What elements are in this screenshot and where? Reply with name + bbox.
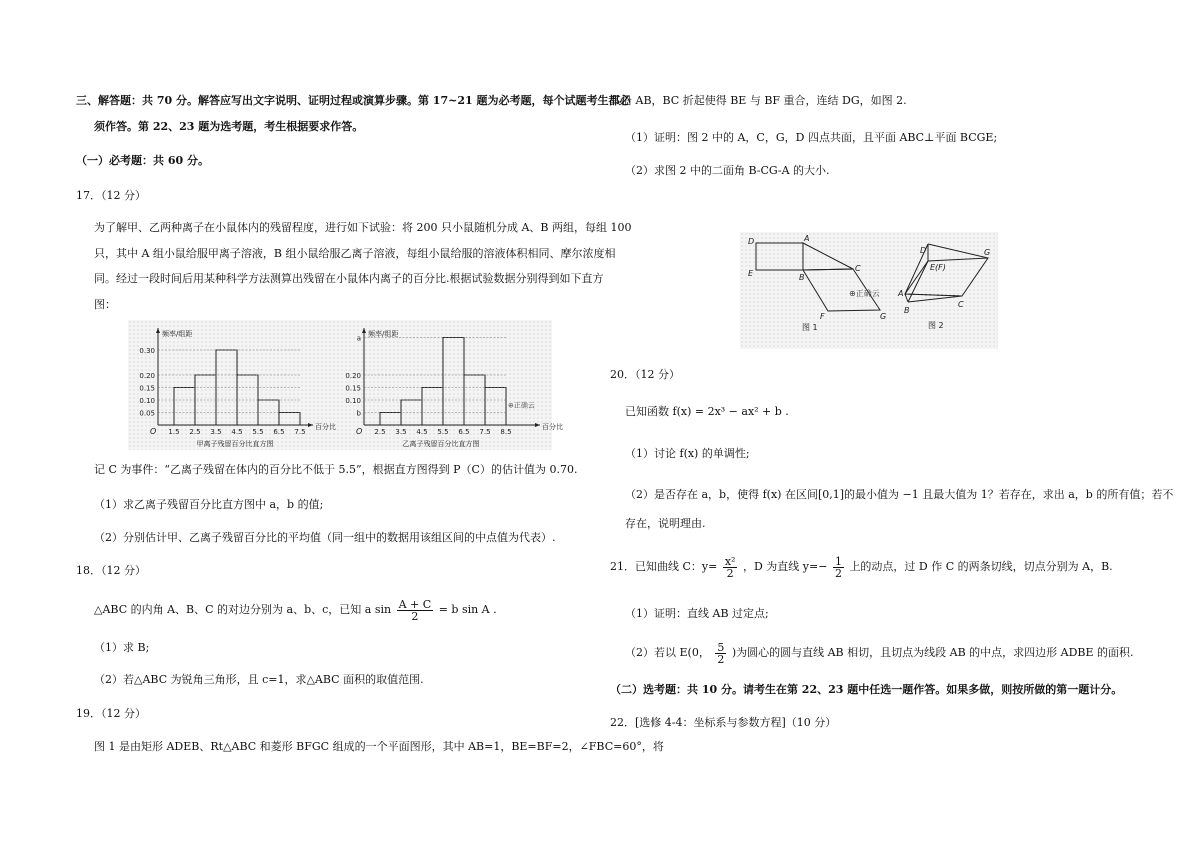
yi-x-tick-label: 2.5 — [374, 428, 386, 436]
jia-y-tick-label: 0.30 — [139, 347, 155, 355]
f2-edge-BA — [905, 294, 908, 302]
f1-label-D: D — [748, 237, 755, 246]
jia-y-tick-label: 0.15 — [139, 384, 155, 393]
figure-watermark: ⊕正确云 — [849, 289, 880, 298]
f2-face-top — [905, 258, 988, 296]
yi-bar — [443, 338, 464, 426]
jia-title: 甲离子残留百分比直方图 — [196, 440, 274, 448]
yi-bar — [380, 413, 401, 426]
q18-stem-a: △ABC 的内角 A、B、C 的对边分别为 a、b、c，已知 a sin — [94, 603, 392, 616]
jia-x-tick-label: 6.5 — [273, 428, 285, 436]
optional-heading: （二）选考题：共 10 分。请考生在第 22、23 题中任选一题作答。如果多做，则按所做的第一题计分。 — [610, 683, 1123, 696]
f2-label-A: A — [898, 289, 904, 298]
q17-para-2: 只，其中 A 组小鼠给服甲离子溶液，B 组小鼠给服乙离子溶液，每组小鼠给服的溶液体积相同、摩尔浓度相 — [94, 247, 616, 260]
q21-curve-num: x² — [724, 554, 736, 568]
yi-bar — [485, 388, 506, 426]
q18-frac-den: 2 — [411, 609, 419, 623]
jia-x-tick-label: 4.5 — [231, 428, 243, 436]
f2-label-D: D — [920, 246, 927, 255]
jia-bar — [174, 388, 195, 426]
f2-edge-DG — [928, 244, 991, 258]
q18-sub-1: （1）求 B; — [94, 641, 150, 654]
histogram-jia — [139, 328, 336, 448]
q17-para-4: 图： — [94, 298, 116, 311]
q18-stem — [94, 598, 497, 622]
q17-sub-1: （1）求乙离子残留百分比直方图中 a，b 的值; — [94, 498, 324, 511]
geometry-figure — [740, 232, 998, 349]
jia-x-arrow — [308, 423, 313, 427]
q19-para-1: 图 1 是由矩形 ADEB、Rt△ABC 和菱形 BFGC 组成的一个平面图形，其中 AB=1，BE=BF=2，∠FBC=60°，将 — [94, 740, 664, 753]
q18-fraction — [397, 599, 434, 622]
q21-stem-c: 上的动点，过 D 作 C 的两条切线，切点分别为 A，B. — [849, 560, 1113, 573]
q20-sub-2a: （2）是否存在 a，b，使得 f(x) 在区间[0,1]的最小值为 −1 且最大值为 1？若存在，求出 a，b 的所有值；若不 — [625, 488, 1174, 501]
fig2-caption: 图 2 — [928, 321, 944, 330]
q21-line-fraction — [833, 556, 844, 579]
q18-number: 18．（12 分） — [76, 564, 146, 577]
q17-para-3: 同。经过一段时间后用某种科学方法测算出残留在小鼠体内离子的百分比.根据试验数据分别得到如下直方 — [94, 272, 604, 285]
f1-label-C: C — [855, 264, 861, 273]
f2-label-C: C — [958, 300, 964, 309]
yi-x-tick-label: 3.5 — [395, 428, 407, 436]
q21-stem-b: ，D 为直线 y=− — [742, 560, 828, 573]
yi-y-arrow — [362, 328, 366, 333]
fig1-caption: 图 1 — [802, 323, 818, 332]
geometry-svg — [740, 232, 998, 349]
f2-label-G: G — [984, 248, 991, 257]
q21-sub-2b: )为圆心的圆与直线 AB 相切，且切点为线段 AB 的中点，求四边形 ADBE 的面积. — [731, 646, 1134, 659]
q21-curve-fraction — [723, 556, 738, 579]
yi-x-tick-label: 6.5 — [458, 428, 470, 436]
yi-origin-label: O — [356, 427, 363, 436]
q18-frac-num: A + C — [398, 597, 432, 611]
q21-sub-2 — [625, 640, 1134, 666]
yi-x-axis-label: 百分比 — [542, 423, 563, 431]
histogram-yi — [345, 328, 563, 448]
figure-2 — [905, 244, 991, 302]
f1-label-B: B — [799, 273, 805, 282]
jia-bar — [279, 413, 300, 426]
yi-x-tick-label: 8.5 — [500, 428, 512, 436]
yi-title: 乙离子残留百分比直方图 — [402, 440, 480, 448]
yi-y-tick-label: 0.15 — [345, 384, 361, 393]
rect-ADEB — [756, 243, 803, 270]
q21-line-den: 2 — [834, 566, 842, 580]
q19-sub-1: （1）证明：图 2 中的 A，C，G，D 四点共面，且平面 ABC⊥平面 BCGE; — [625, 131, 998, 144]
jia-x-tick-label: 1.5 — [168, 428, 180, 436]
jia-x-tick-label: 5.5 — [252, 428, 264, 436]
q21-curve-den: 2 — [726, 566, 734, 580]
yi-watermark: ⊕正确云 — [508, 401, 535, 410]
q22-heading: 22．[选修 4-4：坐标系与参数方程]（10 分） — [610, 716, 837, 729]
section-heading-line2: 须作答。第 22、23 题为选考题，考生根据要求作答。 — [94, 120, 364, 133]
f2-edge-BC — [908, 296, 962, 302]
jia-x-axis-label: 百分比 — [315, 423, 336, 431]
jia-x-tick-label: 7.5 — [294, 428, 306, 436]
f2-label-EF: E(F) — [930, 263, 946, 272]
histogram-figure — [128, 320, 563, 450]
q17-event: 记 C 为事件：“乙离子残留在体内的百分比不低于 5.5”，根据直方图得到 P（C）的估计值为 0.70. — [94, 463, 578, 476]
jia-origin-label: O — [150, 427, 157, 436]
yi-x-tick-label: 5.5 — [437, 428, 449, 436]
q20-sub-1: （1）讨论 f(x) 的单调性; — [625, 447, 750, 460]
q20-sub-2b: 存在，说明理由. — [625, 517, 706, 530]
f1-label-A: A — [804, 234, 810, 243]
q21-e-num: 5 — [717, 640, 725, 654]
q17-sub-2: （2）分别估计甲、乙离子残留百分比的平均值（同一组中的数据用该组区间的中点值为代表）. — [94, 531, 556, 544]
yi-bar — [422, 388, 443, 426]
f1-label-F: F — [820, 312, 825, 321]
q21-line-num: 1 — [834, 554, 842, 568]
q21-sub-1: （1）证明：直线 AB 过定点; — [625, 607, 769, 620]
yi-x-arrow — [535, 423, 540, 427]
q21-e-den: 2 — [717, 652, 725, 666]
q19-number: 19．（12 分） — [76, 707, 146, 720]
q18-sub-2: （2）若△ABC 为锐角三角形，且 c=1，求△ABC 面积的取值范围. — [94, 673, 424, 686]
yi-y-axis-label: 频率/组距 — [368, 330, 399, 338]
yi-y-tick-label: a — [356, 334, 361, 343]
q18-stem-b: = b sin A . — [438, 603, 497, 616]
required-heading: （一）必考题：共 60 分。 — [76, 154, 209, 167]
histograms-svg — [128, 320, 563, 450]
triangle-ABC — [803, 243, 853, 270]
q17-para-1: 为了解甲、乙两种离子在小鼠体内的残留程度，进行如下试验：将 200 只小鼠随机分成 A、B 两组，每组 100 — [94, 221, 632, 234]
figure-1-labels — [748, 234, 886, 321]
jia-y-arrow — [156, 328, 160, 333]
yi-y-tick-label: b — [356, 409, 361, 418]
yi-y-tick-label: 0.20 — [345, 372, 361, 380]
jia-x-tick-label: 3.5 — [210, 428, 222, 436]
yi-x-tick-label: 4.5 — [416, 428, 428, 436]
jia-y-axis-label: 频率/组距 — [162, 330, 193, 338]
q21-e-fraction — [715, 642, 726, 665]
jia-x-tick-label: 2.5 — [189, 428, 201, 436]
jia-y-tick-label: 0.05 — [139, 409, 155, 418]
q17-number: 17．（12 分） — [76, 189, 146, 202]
yi-y-tick-label: 0.10 — [345, 397, 361, 405]
f2-edge-AC — [905, 294, 962, 296]
q21-stem — [610, 554, 1113, 580]
f2-label-B: B — [904, 306, 910, 315]
section-heading-line1: 三、解答题：共 70 分。解答应写出文字说明、证明过程或演算步骤。第 17~21 题为必考题，每个试题考生都必 — [76, 94, 631, 107]
q21-sub-2a: （2）若以 E(0， — [625, 646, 710, 659]
q20-number: 20．（12 分） — [610, 368, 680, 381]
f1-label-G: G — [880, 312, 887, 321]
q21-stem-a: 21．已知曲线 C：y= — [610, 560, 718, 573]
yi-x-tick-label: 7.5 — [479, 428, 491, 436]
q19-sub-2: （2）求图 2 中的二面角 B-CG-A 的大小. — [625, 164, 830, 177]
jia-y-tick-label: 0.10 — [139, 397, 155, 405]
q20-stem: 已知函数 f(x) = 2x³ − ax² + b . — [625, 405, 789, 418]
f1-label-E: E — [748, 269, 754, 278]
jia-y-tick-label: 0.20 — [139, 372, 155, 380]
q19-para-2: 其沿 AB，BC 折起使得 BE 与 BF 重合，连结 DG，如图 2. — [610, 94, 907, 107]
figure-1 — [756, 243, 880, 311]
